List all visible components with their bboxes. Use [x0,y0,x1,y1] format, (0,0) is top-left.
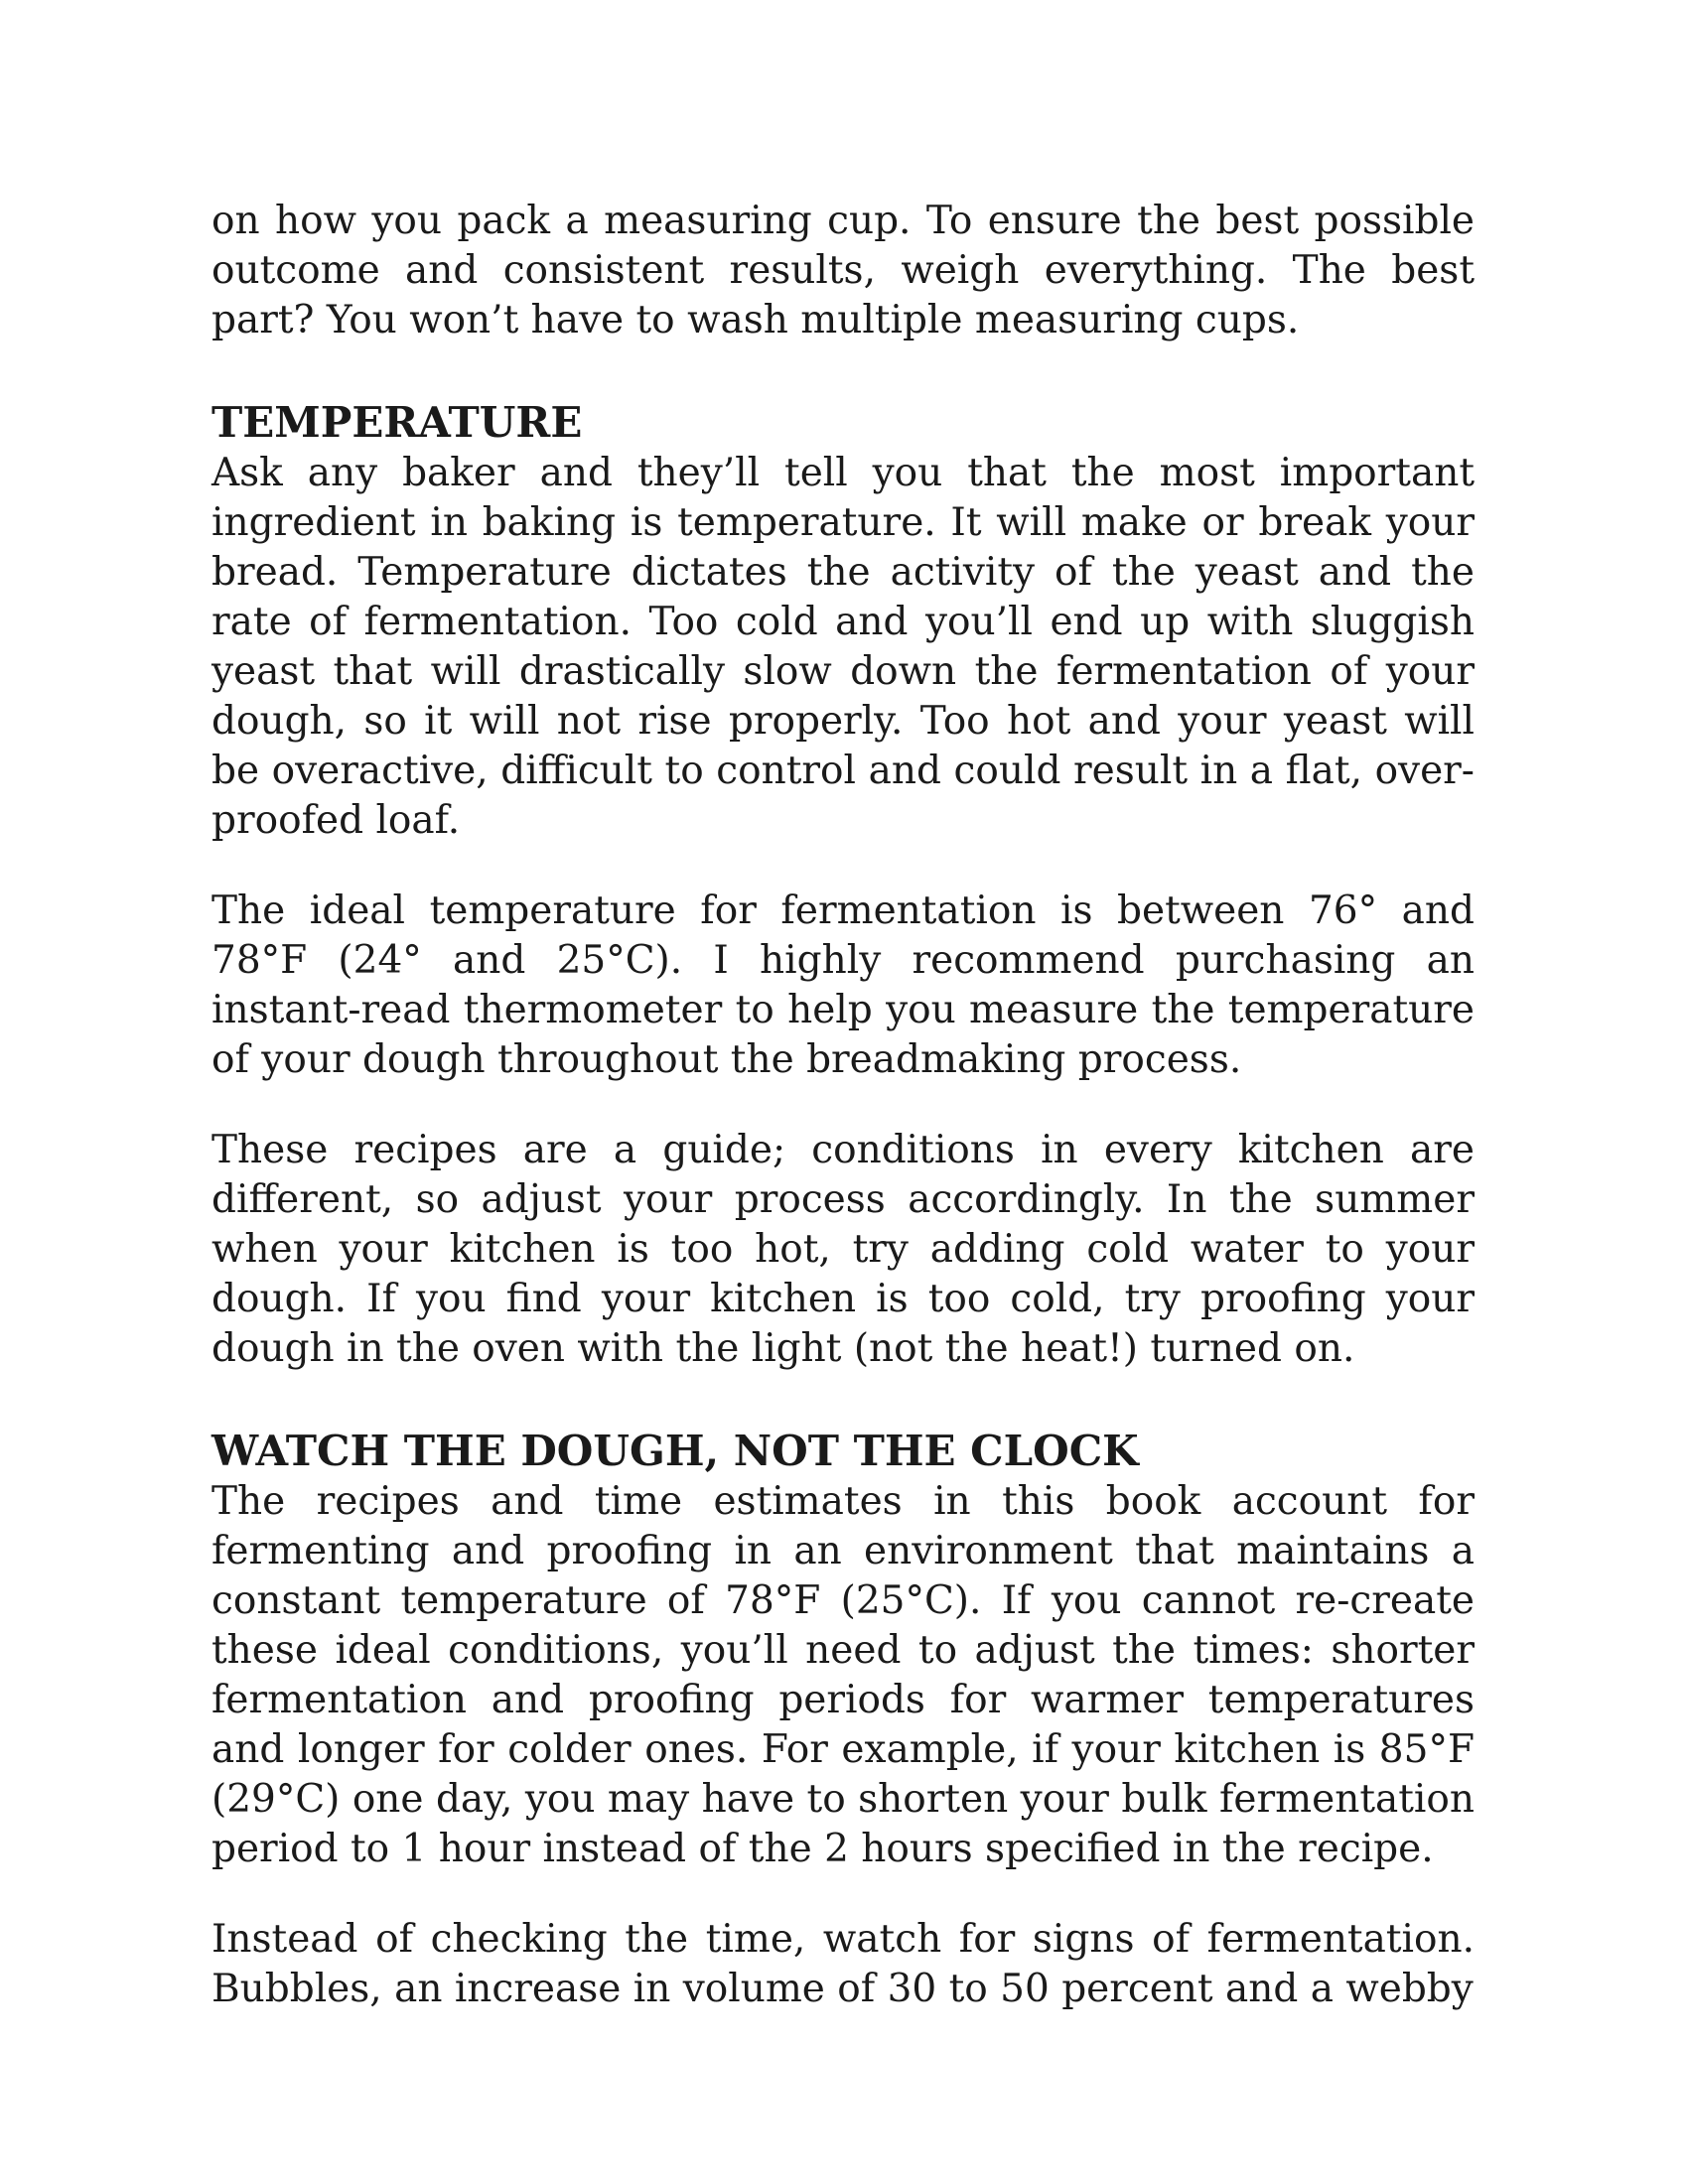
section-temperature [211,397,1475,1374]
body-paragraph: The ideal temperature for fermentation is between 76° and 78°F (24° and 25°C). I highly recommend purchasing an instant-read thermometer to help you measure the temperature of your dough throughout the breadmaking process. [211,888,1475,1082]
body-paragraph: Instead of checking the time, watch for signs of fermentation. Bubbles, an increase in volume of 30 to 50 percent and a webby [211,1917,1475,2011]
intro-paragraph: on how you pack a measuring cup. To ensure the best possible outcome and consistent results, weigh everything. The best part? You won’t have to wash multiple measuring cups. [211,199,1475,342]
section-heading: TEMPERATURE [211,398,583,447]
body-paragraph: The recipes and time estimates in this book account for fermenting and proofing in an environment that maintains a constant temperature of 78°F (25°C). If you cannot re-create these ideal conditions, you’ll need to adjust the times: shorter fermentation and proofing periods for warmer temperatures and longer for colder ones. For example, if your kitchen is 85°F (29°C) one day, you may have to shorten your bulk fermentation period to 1 hour instead of the 2 hours specified in the recipe. [211,1479,1475,1871]
section-heading: WATCH THE DOUGH, NOT THE CLOCK [211,1427,1139,1475]
section-watch-the-dough [211,1426,1475,2014]
page-content [211,197,1475,2014]
body-paragraph: These recipes are a guide; conditions in every kitchen are different, so adjust your process accordingly. In the summer when your kitchen is too hot, try adding cold water to your dough. If you find your kitchen is too cold, try proofing your dough in the oven with the light (not the heat!) turned on. [211,1128,1475,1371]
body-paragraph: Ask any baker and they’ll tell you that the most important ingredient in baking is temperature. It will make or break your bread. Temperature dictates the activity of the yeast and the rate of fermentation. Too cold and you’ll end up with sluggish yeast that will drastically slow down the fermentation of your dough, so it will not rise properly. Too hot and your yeast will be overactive, difficult to control and could result in a flat, over-proofed loaf. [211,451,1475,843]
